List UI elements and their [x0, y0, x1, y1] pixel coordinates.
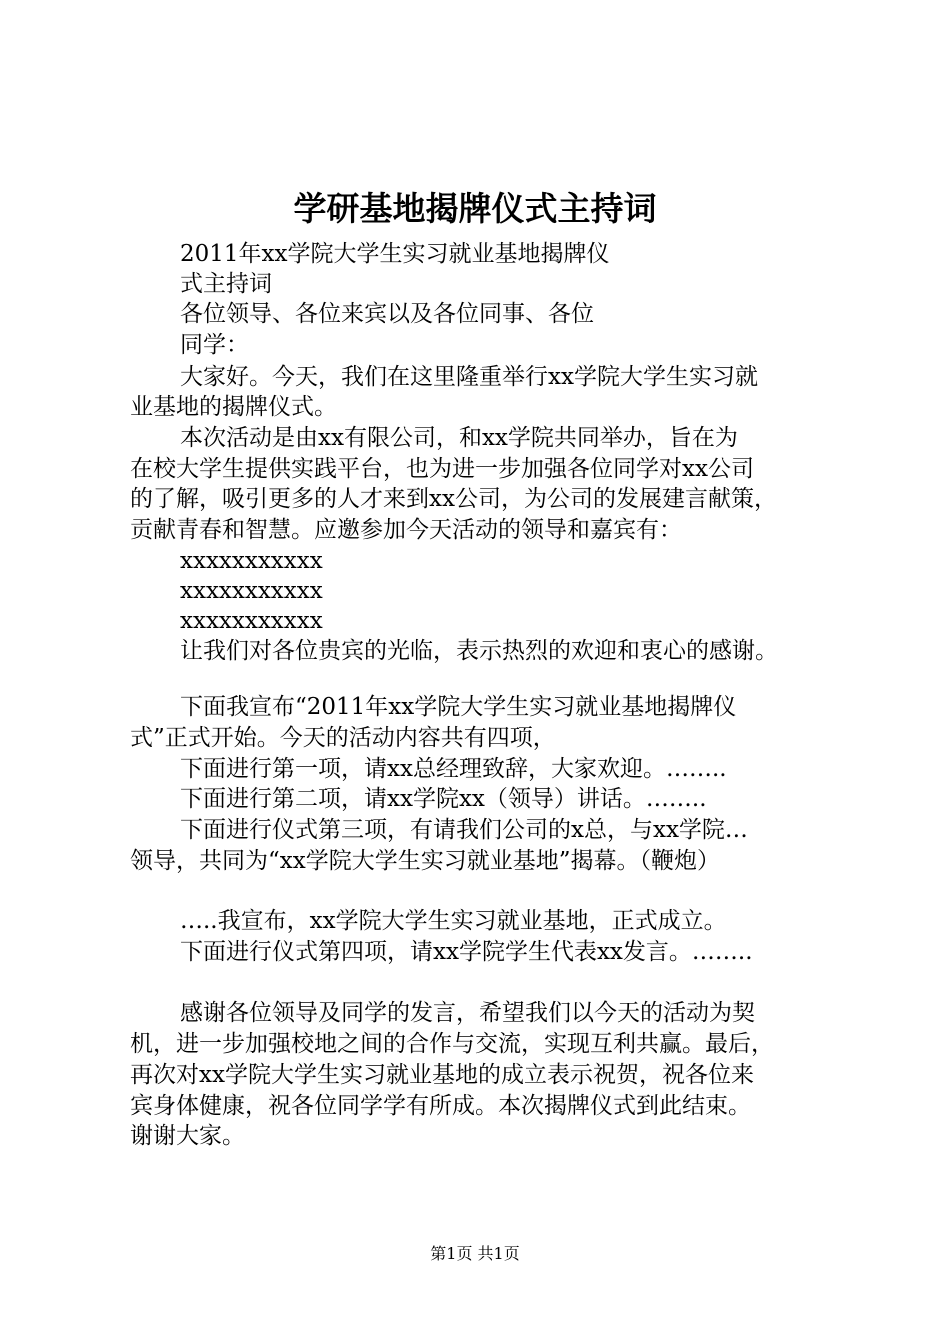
document-title: 学研基地揭牌仪式主持词 [293, 189, 657, 228]
text-line: 下面我宣布“2011年xx学院大学生实习就业基地揭牌仪 [180, 694, 737, 720]
text-line: 机，进一步加强校地之间的合作与交流，实现互利共赢。最后， [130, 1031, 774, 1057]
text-line: 下面进行第二项，请xx学院xx（领导）讲话。…….. [180, 786, 707, 812]
text-line: 2011年xx学院大学生实习就业基地揭牌仪 [180, 241, 610, 267]
text-line: xxxxxxxxxxx [180, 608, 323, 634]
text-line: 下面进行第一项，请xx总经理致辞，大家欢迎。…….. [180, 756, 727, 782]
text-line: xxxxxxxxxxx [180, 548, 323, 574]
text-line: 宾身体健康，祝各位同学学有所成。本次揭牌仪式到此结束。 [130, 1093, 751, 1119]
text-line: 谢谢大家。 [130, 1123, 245, 1149]
text-line: 大家好。今天，我们在这里隆重举行xx学院大学生实习就 [180, 364, 758, 390]
text-line: 再次对xx学院大学生实习就业基地的成立表示祝贺，祝各位来 [130, 1062, 754, 1088]
text-line: 贡献青春和智慧。应邀参加今天活动的领导和嘉宾有： [130, 517, 682, 543]
text-line: 各位领导、各位来宾以及各位同事、各位 [180, 301, 594, 327]
text-line: 同学： [180, 332, 249, 358]
text-line: 感谢各位领导及同学的发言，希望我们以今天的活动为契 [180, 1000, 755, 1026]
text-line: 业基地的揭牌仪式。 [130, 394, 337, 420]
text-line: 下面进行仪式第四项，请xx学院学生代表xx发言。…….. [180, 939, 753, 965]
text-line: 式主持词 [180, 271, 272, 297]
text-line: 下面进行仪式第三项，有请我们公司的x总，与xx学院… [180, 817, 748, 843]
text-line: …..我宣布，xx学院大学生实习就业基地，正式成立。 [180, 908, 727, 934]
page-footer: 第1页 共1页 [430, 1244, 520, 1263]
text-line: 在校大学生提供实践平台，也为进一步加强各位同学对xx公司 [130, 456, 754, 482]
text-line: 式”正式开始。今天的活动内容共有四项， [130, 725, 556, 751]
text-line: 让我们对各位贵宾的光临，表示热烈的欢迎和衷心的感谢。 [180, 638, 778, 664]
text-line: xxxxxxxxxxx [180, 578, 323, 604]
text-line: 本次活动是由xx有限公司，和xx学院共同举办，旨在为 [180, 425, 738, 451]
text-line: 的了解，吸引更多的人才来到xx公司，为公司的发展建言献策， [130, 486, 777, 512]
text-line: 领导，共同为“xx学院大学生实习就业基地”揭幕。（鞭炮） [130, 848, 720, 874]
